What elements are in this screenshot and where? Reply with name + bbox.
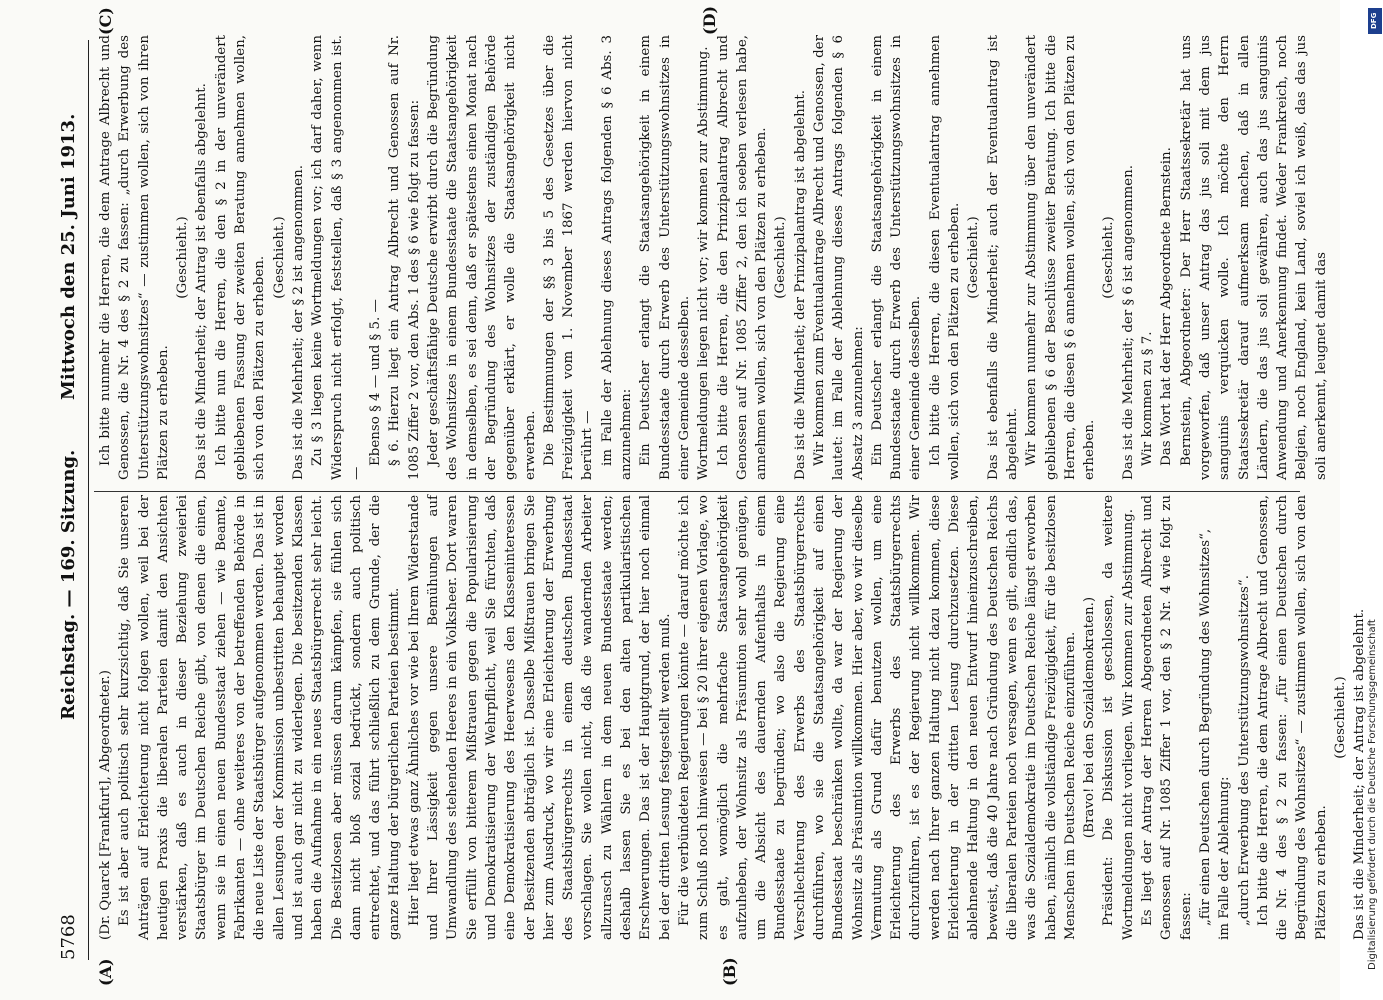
column-divider — [94, 491, 1300, 492]
paragraph: § 6. Hierzu liegt ein Antrag Albrecht und Genossen auf Nr. 1085 Ziffer 2 vor, den Abs. 1 des § 6 wie folgt zu fassen: — [387, 35, 422, 480]
paragraph: Ich bitte nun die Herren, die den § 2 in der unverändert gebliebenen Fassung der zweiten Beratung annehmen wollen, sich von den Plätzen zu erheben. — [213, 35, 268, 480]
paragraph: (Geschieht.) — [175, 216, 191, 299]
paragraph: (Geschieht.) — [1101, 216, 1117, 299]
paragraph: (Geschieht.) — [773, 216, 789, 299]
paragraph: Ich bitte die Herren, die den Prinzipalantrag Albrecht und Genossen auf Nr. 1085 Ziffer 2, den ich soeben verlesen habe, annehmen wollen, sich von den Plätzen zu erheben. — [715, 35, 770, 480]
paragraph: Das ist die Minderheit; der Antrag ist abgelehnt. — [1352, 608, 1368, 940]
paragraph: Jeder geschäftsfähige Deutsche erwirbt durch die Begründung des Wohnsitzes in einem Bundesstaate die Staatsangehörigkeit in demselben, es sei denn, daß er spätestens einen Monat nach der Begründung des Wohnsitzes der zuständigen Behörde gegenüber erklärt, er wolle die Staatsangehörigkeit nicht erwerben. — [426, 35, 538, 480]
paragraph: Das ist die Minderheit; der Prinzipalantrag ist abgelehnt. — [792, 90, 808, 480]
paragraph: (Geschieht.) — [271, 216, 287, 299]
header-left-title: Reichstag. — 169. Sitzung. — [58, 449, 79, 720]
margin-marker-b: (B) — [720, 957, 739, 986]
paragraph: „für einen Deutschen durch Begründung des Wohnsitzes“, — [1197, 528, 1213, 926]
margin-marker-c: (C) — [96, 7, 115, 35]
paragraph: Wir kommen zu § 7. — [1140, 331, 1156, 466]
paragraph: Es liegt der Antrag der Herren Abgeordneten Albrecht und Genossen auf Nr. 1085 Ziffer 1 vor, den § 2 Nr. 4 wie folgt zu fassen: — [1140, 495, 1194, 940]
dfg-logo: DFG — [1368, 8, 1382, 34]
paragraph: (Bravo! bei den Sozialdemokraten.) — [1082, 596, 1098, 839]
paragraph: Wir kommen nunmehr zur Abstimmung über den unverändert gebliebenen § 6 der Beschlüsse zweiter Beratung. Ich bitte die Herren, die diesen § 6 annehmen wollen, sich von den Plätzen zu erheben. — [1024, 35, 1098, 480]
paragraph: Ein Deutscher erlangt die Staatsangehörigkeit in einem Bundesstaate durch Erwerb des Unterstützungswohnsitzes in einer Gemeinde desselben. — [638, 35, 692, 480]
paragraph: Ich bitte die Herren, die dem Antrage Albrecht und Genossen, die Nr. 4 des § 2 zu fassen: „für einen Deutschen durch Begründung des Wohnsitzes“ — zustimmen wollen, sich von den Plätzen zu erheben. — [1255, 495, 1329, 940]
paragraph: Ebenso § 4 — und § 5. — — [368, 299, 384, 466]
text-column-left — [96, 495, 1370, 940]
paragraph: Das ist die Minderheit; der Antrag ist ebenfalls abgelehnt. — [194, 83, 210, 480]
paragraph: Wir kommen zum Eventualantrage Albrecht und Genossen, der lautet: im Falle der Ablehnung dieses Antrags folgenden § 6 Absatz 3 anzunehmen: — [811, 35, 866, 480]
paragraph: im Falle der Ablehnung: — [1217, 776, 1233, 940]
paragraph: (Geschieht.) — [966, 216, 982, 299]
paragraph: Ich bitte nunmehr die Herren, die dem Antrage Albrecht und Genossen, die Nr. 4 des § 2 zu fassen: „durch Erwerbung des Unterstützungswohnsitzes“ — zustimmen wollen, sich von ihren Plätzen zu erheben. — [98, 35, 171, 480]
paragraph: Das ist die Mehrheit; der § 2 ist angenommen. — [290, 165, 306, 480]
paragraph: Ich bitte die Herren, die diesen Eventualantrag annehmen wollen, sich von den Plätzen zu erheben. — [927, 35, 963, 480]
digitization-credit — [1367, 30, 1379, 970]
text-column-right — [96, 35, 1331, 480]
paragraph: Das ist ebenfalls die Minderheit; auch der Eventualantrag ist abgelehnt. — [985, 35, 1020, 480]
paragraph: im Falle der Ablehnung dieses Antrags folgenden § 6 Abs. 3 anzunehmen: — [599, 35, 635, 480]
paragraph: (Dr. Quarck [Frankfurt], Abgeordneter.) — [98, 669, 113, 940]
margin-marker-d: (D) — [700, 5, 719, 35]
paragraph: Hier liegt etwas ganz Ähnliches vor wie bei Ihrem Widerstande und Ihrer Lässigkeit gegen unsere Bemühungen auf Umwandlung des stehenden Heeres in ein Volksheer. Dort waren Sie erfüllt von bitterem Mißtrauen gegen die Popularisierung und Demokratisierung der Wehrpflicht, weil Sie fürchten, daß eine Demokratisierung des Heerwesens den Klasseninteressen der Besitzenden abträglich ist. Dasselbe Mißtrauen bringen Sie hier zum Ausdruck, wo wir eine Erleichterung der Erwerbung des Staatsbürgerrechts in einem deutschen Bundesstaat vorschlagen. Sie wollen nicht, daß die wandernden Arbeiter allzurasch zu Wählern in dem neuen Bundesstaate werden; deshalb lassen Sie es bei den alten partikularistischen Erschwerungen. Das ist der Hauptgrund, der hier noch einmal bei der dritten Lesung festgestellt werden muß. — [406, 495, 673, 940]
paragraph: Präsident: Die Diskussion ist geschlossen, da weitere Wortmeldungen nicht vorliegen. Wir kommen zur Abstimmung. — [1101, 495, 1136, 940]
page-number: 5768 — [58, 914, 79, 960]
paragraph: Ein Deutscher erlangt die Staatsangehörigkeit in einem Bundesstaate durch Erwerb des Unterstützungswohnsitzes in einer Gemeinde desselben. — [869, 35, 924, 480]
paragraph: Wortmeldungen liegen nicht vor; wir kommen zur Abstimmung. — [696, 46, 712, 480]
credit-text: Digitalisierung gefördert durch die Deutsche Forschungsgemeinschaft — [1367, 619, 1378, 970]
paragraph: „durch Erwerbung des Unterstützungswohnsitzes“. — [1236, 574, 1252, 926]
paragraph: Das ist die Mehrheit; der § 6 ist angenommen. — [1120, 165, 1136, 480]
paragraph: Die Bestimmungen der §§ 3 bis 5 des Gesetzes über die Freizügigkeit vom 1. November 1867 werden hiervon nicht berührt — — [541, 35, 596, 480]
paragraph: Es ist aber auch politisch sehr kurzsichtig, daß Sie unseren Anträgen auf Erleichterung nicht folgen wollen, weil bei der heutigen Praxis die liberalen Parteien damit den Ansichten verstärken, daß es auch in dieser Beziehung zweierlei Staatsbürger im Deutschen Reiche gibt, von denen die einen, wenn sie in einen neuen Bundesstaat ziehen — wie Beamte, Fabrikanten — ohne weiteres von der betreffenden Behörde in die neue Liste der Staatsbürger aufgenommen werden. Das ist in allen Lesungen der Kommission unbestritten behauptet worden und ist auch gar nicht zu widerlegen. Die besitzenden Klassen haben die Aufnahme in ein neues Staatsbürgerrecht sehr leicht. Die Besitzlosen aber müssen darum kämpfen, sie fühlen sich dann nicht bloß sozial bedrückt, sondern auch politisch entrechtet, und das führt schließlich zu dem Grunde, der die ganze Haltung der bürgerlichen Parteien bestimmt. — [117, 495, 403, 940]
header-right-title: Mittwoch den 25. Juni 1913. — [58, 113, 79, 400]
paragraph: Das Wort hat der Herr Abgeordnete Bernstein. — [1159, 147, 1175, 466]
paragraph: (Geschieht.) — [1333, 676, 1348, 759]
page-header — [58, 40, 88, 960]
paragraph: Bernstein, Abgeordneter: Der Herr Staatssekretär hat uns vorgeworfen, daß unser Antrag das jus soli mit dem jus sanguinis verquicken wolle. Ich möchte den Herrn Staatssekretär darauf aufmerksam machen, daß in allen Ländern, die das jus soli gewähren, auch das jus sanguinis Anwendung und Anerkennung findet. Weder Frankreich, noch Belgien, noch England, kein Land, soviel ich weiß, das das jus soli anerkennt, leugnet damit das — [1178, 35, 1329, 480]
paragraph: Zu § 3 liegen keine Wortmeldungen vor; ich darf daher, wenn Widerspruch nicht erfolgt, feststellen, daß § 3 angenommen ist. — — [310, 35, 364, 480]
margin-marker-a: (A) — [96, 958, 115, 986]
header-rule — [88, 40, 89, 960]
paragraph: Für die verbündeten Regierungen könnte — darauf möchte ich zum Schluß noch hinweisen — bei § 20 ihrer eigenen Vorlage, wo es galt, womöglich die mehrfache Staatsangehörigkeit aufzuheben, der Wohnsitz als Präsumtion sehr wohl genügen, um die Absicht des dauernden Aufenthalts in einem Bundesstaate zu begründen; wo also die Regierung eine Verschlechterung des Erwerbs des Staatsbürgerrechts durchführen, wo sie die Staatsangehörigkeit auf einen Bundesstaat beschränken wollte, da war der Regierung der Wohnsitz als Präsumtion willkommen. Hier aber, wo wir dieselbe Vermutung als Grund dafür benutzen wollen, um eine Erleichterung des Erwerbs des Staatsbürgerrechts durchzuführen, ist es der Regierung nicht willkommen. Wir werden nach Ihrer ganzen Haltung nicht dazu kommen, diese Erleichterung in der dritten Lesung durchzusetzen. Diese ablehnende Haltung in den neuen Entwurf hineinzuschreiben, beweist, daß die 40 Jahre nach Gründung des Deutschen Reichs die liberalen Parteien noch versagen, wenn es gilt, endlich das, was die Sozialdemokratie im Deutschen Reiche längst erworben haben, nämlich die vollständige Freizügigkeit, für die besitzlosen Menschen im Deutschen Reiche einzuführen. — [676, 495, 1078, 940]
